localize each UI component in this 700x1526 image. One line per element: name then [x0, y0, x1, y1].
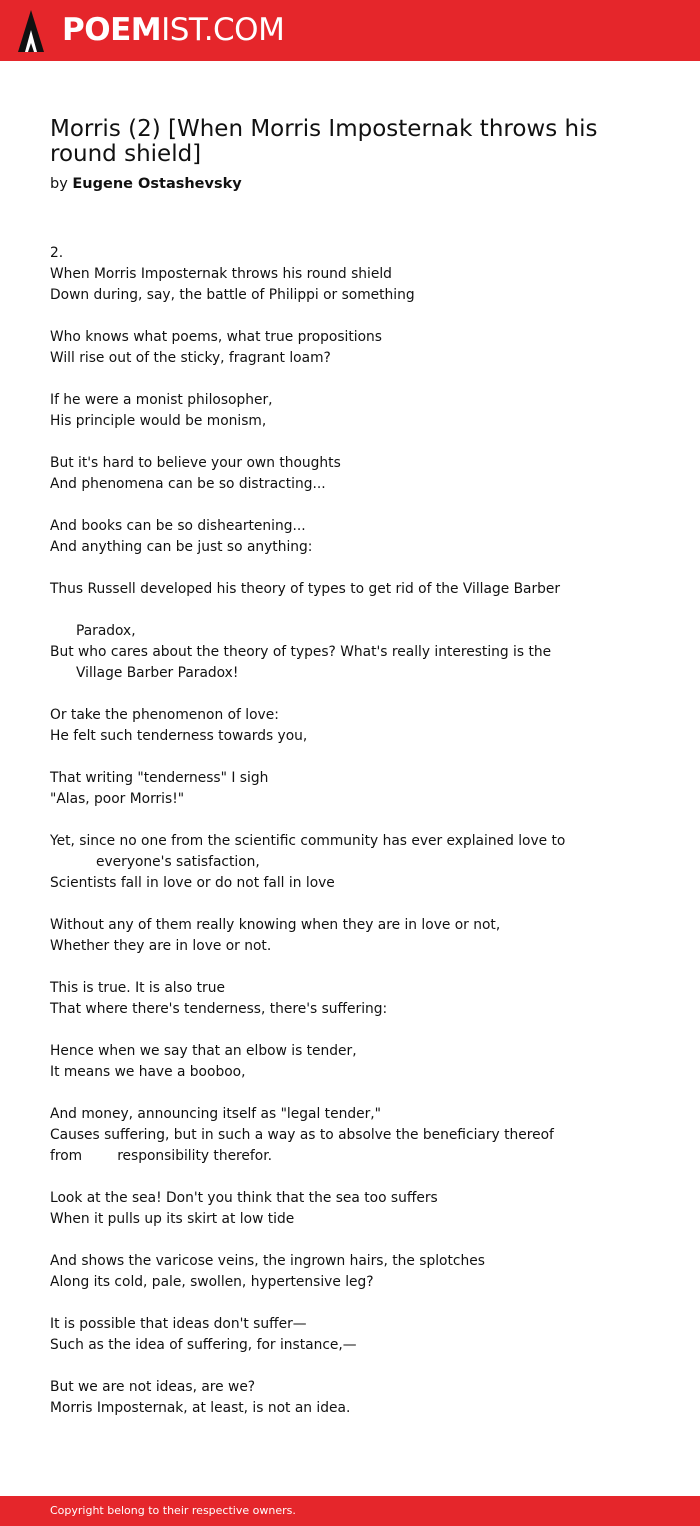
stanza-break: [50, 306, 610, 327]
poem-line: His principle would be monism,: [50, 413, 267, 429]
poem-line: Without any of them really knowing when they are in love or not,: [50, 917, 501, 933]
site-header: [0, 0, 700, 61]
poem-line: Paradox,: [76, 623, 136, 639]
stanza-break: [50, 1020, 610, 1041]
logo-text-light: IST.COM: [161, 12, 285, 48]
stanza-break: [50, 957, 610, 978]
poem-line: "Alas, poor Morris!": [50, 791, 185, 807]
poem-line: Along its cold, pale, swollen, hypertensive leg?: [50, 1274, 374, 1290]
poem-title: Morris (2) [When Morris Imposternak throws his round shield]: [50, 116, 598, 167]
stanza-break: [50, 1083, 610, 1104]
poem-line: But it's hard to believe your own thoughts: [50, 455, 341, 471]
poem-line: Morris Imposternak, at least, is not an idea.: [50, 1400, 351, 1416]
poem-line: Whether they are in love or not.: [50, 938, 272, 954]
poem-line: When Morris Imposternak throws his round shield: [50, 266, 392, 282]
stanza-break: [50, 600, 610, 621]
poem-line: Hence when we say that an elbow is tender,: [50, 1043, 357, 1059]
poem-line: Village Barber Paradox!: [76, 665, 239, 681]
stanza-break: [50, 1293, 610, 1314]
poem-line: Who knows what poems, what true propositions: [50, 329, 382, 345]
stanza-break: [50, 1230, 610, 1251]
poem-line: And books can be so disheartening...: [50, 518, 306, 534]
poem-line: Or take the phenomenon of love:: [50, 707, 279, 723]
poem-line: And anything can be just so anything:: [50, 539, 313, 555]
stanza-break: [50, 747, 610, 768]
byline: [50, 174, 242, 194]
poem-body: [50, 243, 610, 1419]
by-label: by: [50, 176, 68, 192]
copyright-text: Copyright belong to their respective owners.: [50, 1504, 296, 1517]
stanza-break: [50, 1356, 610, 1377]
poem-line: But we are not ideas, are we?: [50, 1379, 256, 1395]
poem-line: But who cares about the theory of types? What's really interesting is the: [50, 644, 552, 660]
poem-line: Scientists fall in love or do not fall in love: [50, 875, 335, 891]
stanza-break: [50, 369, 610, 390]
poem-line: When it pulls up its skirt at low tide: [50, 1211, 295, 1227]
poem-line: 2.: [50, 245, 64, 261]
poem-line: If he were a monist philosopher,: [50, 392, 273, 408]
poem-line: That writing "tenderness" I sigh: [50, 770, 269, 786]
poem-line: Thus Russell developed his theory of types to get rid of the Village Barber: [50, 581, 561, 597]
poem-line: It is possible that ideas don't suffer—: [50, 1316, 307, 1332]
pencil-logo-icon[interactable]: [18, 10, 44, 52]
author-name[interactable]: Eugene Ostashevsky: [72, 176, 242, 192]
site-footer: [0, 1496, 700, 1526]
poem-line: Causes suffering, but in such a way as to absolve the beneficiary thereof: [50, 1127, 554, 1143]
poem-line: from responsibility therefor.: [50, 1148, 273, 1164]
poem-line: And phenomena can be so distracting...: [50, 476, 326, 492]
poem-line: And money, announcing itself as "legal tender,": [50, 1106, 381, 1122]
site-logo[interactable]: [62, 12, 284, 48]
poem-line: Yet, since no one from the scientific community has ever explained love to: [50, 833, 566, 849]
stanza-break: [50, 558, 610, 579]
poem-line: This is true. It is also true: [50, 980, 225, 996]
stanza-break: [50, 894, 610, 915]
stanza-break: [50, 810, 610, 831]
poem-line: And shows the varicose veins, the ingrown hairs, the splotches: [50, 1253, 485, 1269]
poem-line: everyone's satisfaction,: [96, 854, 260, 870]
poem-line: Down during, say, the battle of Philippi or something: [50, 287, 415, 303]
stanza-break: [50, 684, 610, 705]
poem-line: It means we have a booboo,: [50, 1064, 246, 1080]
logo-text-bold: POEM: [62, 12, 162, 48]
poem-line: Will rise out of the sticky, fragrant loam?: [50, 350, 331, 366]
poem-line: That where there's tenderness, there's suffering:: [50, 1001, 388, 1017]
stanza-break: [50, 432, 610, 453]
poem-line: Look at the sea! Don't you think that the sea too suffers: [50, 1190, 438, 1206]
stanza-break: [50, 1167, 610, 1188]
poem-line: Such as the idea of suffering, for instance,—: [50, 1337, 357, 1353]
poem-line: He felt such tenderness towards you,: [50, 728, 308, 744]
stanza-break: [50, 495, 610, 516]
